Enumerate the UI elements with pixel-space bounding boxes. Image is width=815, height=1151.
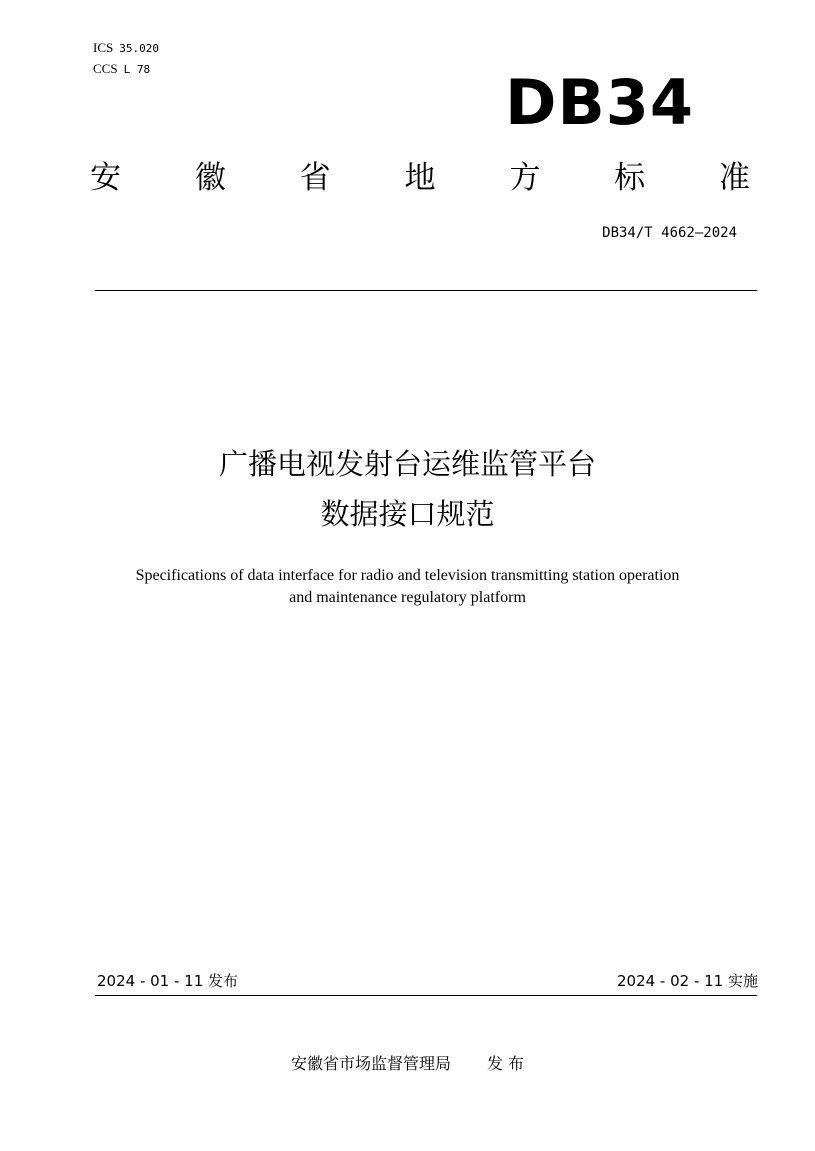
standard-number: DB34/T 4662—2024 — [602, 225, 737, 241]
top-divider — [95, 290, 757, 291]
standard-type-char: 准 — [718, 160, 750, 196]
ccs-code: L 78 — [123, 63, 151, 76]
standard-type — [90, 158, 750, 198]
ics-code: 35.020 — [119, 42, 159, 55]
publisher-name: 安徽省市场监督管理局 — [290, 1054, 451, 1073]
db-mark: DB34 — [504, 66, 694, 139]
standard-type-char: 方 — [509, 160, 541, 196]
ics-label: ICS — [93, 40, 114, 55]
standard-type-char: 安 — [90, 160, 121, 196]
publish-date: 2024 - 01 - 11 发布 — [97, 972, 239, 990]
title-cn-line2: 数据接口规范 — [320, 497, 495, 531]
ccs-label: CCS — [93, 61, 118, 76]
title-en-line2: and maintenance regulatory platform — [289, 589, 526, 606]
standard-type-char: 省 — [299, 160, 331, 196]
standard-type-char: 徽 — [194, 160, 226, 196]
title-cn-line1: 广播电视发射台运维监管平台 — [218, 447, 596, 481]
bottom-divider — [95, 995, 757, 996]
title-en — [60, 565, 755, 609]
standard-type-char: 地 — [404, 160, 436, 196]
ccs-line — [93, 61, 150, 78]
standard-type-char: 标 — [614, 160, 646, 196]
publisher-action: 发 布 — [486, 1054, 525, 1073]
publisher — [0, 1053, 815, 1075]
implement-date: 2024 - 02 - 11 实施 — [616, 972, 758, 990]
title-en-line1: Specifications of data interface for radio and television transmitting station operation — [135, 567, 680, 584]
ics-line — [93, 40, 159, 57]
